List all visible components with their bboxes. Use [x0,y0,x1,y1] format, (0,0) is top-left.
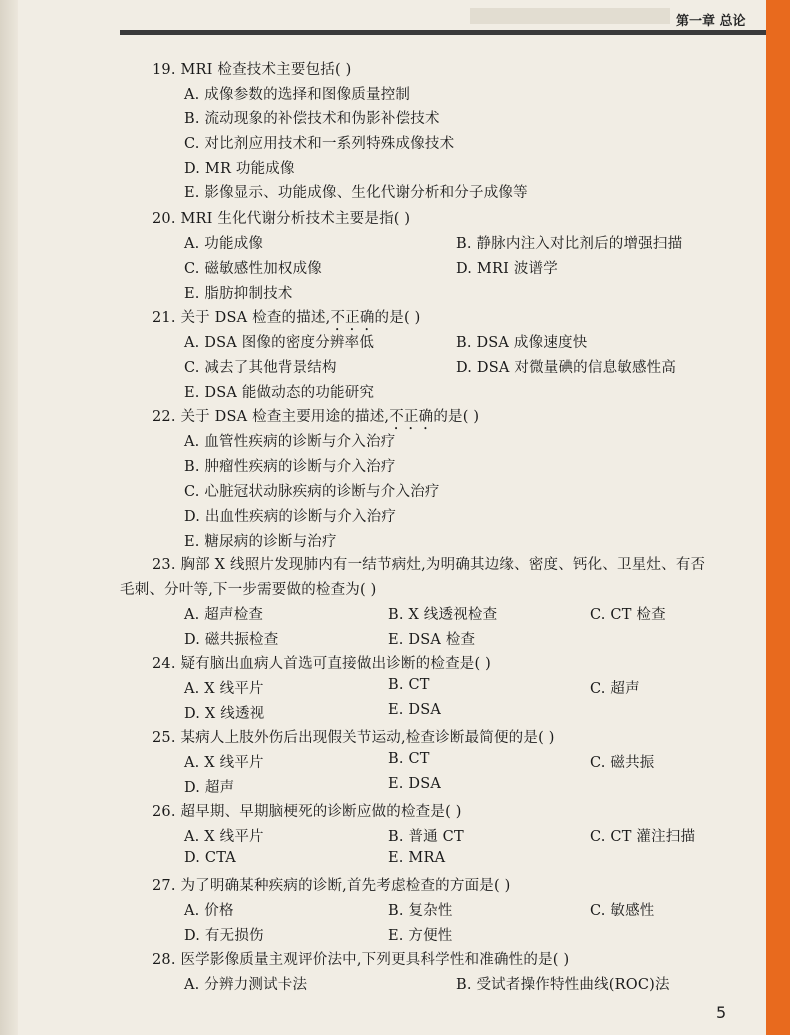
question-option: C. 磁共振 [590,755,655,771]
question-option: C. 敏感性 [590,903,655,919]
question-option: B. 复杂性 [388,903,453,919]
question-option: D. MRI 波谱学 [456,261,558,277]
question-stem: 20. MRI 生化代谢分析技术主要是指( ) [152,211,411,227]
question-option: B. 静脉内注入对比剂后的增强扫描 [456,236,683,252]
question-option: D. CTA [184,850,236,866]
question-option: C. 减去了其他背景结构 [184,360,337,376]
question-stem: 28. 医学影像质量主观评价法中,下列更具科学性和准确性的是( ) [152,952,570,968]
question-stem: 26. 超早期、早期脑梗死的诊断应做的检查是( ) [152,804,462,820]
question-stem: 22. 关于 DSA 检查主要用途的描述,不正确的是( ) [152,409,480,425]
question-option: D. 磁共振检查 [184,632,279,648]
question-option: D. X 线透视 [184,706,265,722]
question-stem-continued: 毛刺、分叶等,下一步需要做的检查为( ) [120,582,377,598]
question-option: E. MRA [388,850,446,866]
question-option: A. 价格 [184,903,234,919]
question-option: C. 超声 [590,681,640,697]
question-option: A. X 线平片 [184,829,264,845]
question-option: B. 流动现象的补偿技术和伪影补偿技术 [184,111,440,127]
question-stem: 24. 疑有脑出血病人首选可直接做出诊断的检查是( ) [152,656,491,672]
question-option: D. DSA 对微量碘的信息敏感性高 [456,360,677,376]
question-option: A. X 线平片 [184,681,264,697]
question-option: A. X 线平片 [184,755,264,771]
question-option: C. 心脏冠状动脉疾病的诊断与介入治疗 [184,484,440,500]
question-option: E. 方便性 [388,928,453,944]
question-option: B. 普通 CT [388,829,464,845]
question-option: A. 分辨力测试卡法 [184,977,308,993]
question-stem: 25. 某病人上肢外伤后出现假关节运动,检查诊断最简便的是( ) [152,730,555,746]
question-option: B. CT [388,677,430,693]
question-option: E. DSA 能做动态的功能研究 [184,385,375,401]
question-option: B. DSA 成像速度快 [456,335,588,351]
question-option: C. CT 检查 [590,607,666,623]
question-option: D. 有无损伤 [184,928,264,944]
question-stem: 19. MRI 检查技术主要包括( ) [152,62,352,78]
question-option: C. CT 灌注扫描 [590,829,696,845]
question-option: B. CT [388,751,430,767]
question-option: E. 脂肪抑制技术 [184,286,293,302]
question-option: A. 超声检查 [184,607,264,623]
emphasis-text: 不正确 [330,310,375,326]
question-option: A. 血管性疾病的诊断与介入治疗 [184,434,396,450]
page-number: 5 [716,1003,727,1022]
emphasis-text: 不正确 [389,409,434,425]
question-option: D. 超声 [184,780,235,796]
question-option: C. 磁敏感性加权成像 [184,261,322,277]
question-option: E. 糖尿病的诊断与治疗 [184,534,337,550]
question-option: B. 受试者操作特性曲线(ROC)法 [456,977,670,993]
question-option: C. 对比剂应用技术和一系列特殊成像技术 [184,136,455,152]
question-option: D. MR 功能成像 [184,161,295,177]
question-option: E. DSA [388,702,442,718]
question-option: A. 成像参数的选择和图像质量控制 [184,87,411,103]
question-option: A. 功能成像 [184,236,264,252]
question-option: E. DSA 检查 [388,632,476,648]
question-option: B. 肿瘤性疾病的诊断与介入治疗 [184,459,396,475]
chapter-title: 第一章 总论 [676,14,746,29]
question-stem: 23. 胸部 X 线照片发现肺内有一结节病灶,为明确其边缘、密度、钙化、卫星灶、有否 [152,557,706,573]
question-option: E. DSA [388,776,442,792]
question-stem: 21. 关于 DSA 检查的描述,不正确的是( ) [152,310,421,326]
question-option: A. DSA 图像的密度分辨率低 [184,335,375,351]
question-option: D. 出血性疾病的诊断与介入治疗 [184,509,397,525]
question-option: B. X 线透视检查 [388,607,498,623]
question-option: E. 影像显示、功能成像、生化代谢分析和分子成像等 [184,185,528,201]
question-stem: 27. 为了明确某种疾病的诊断,首先考虑检查的方面是( ) [152,878,511,894]
